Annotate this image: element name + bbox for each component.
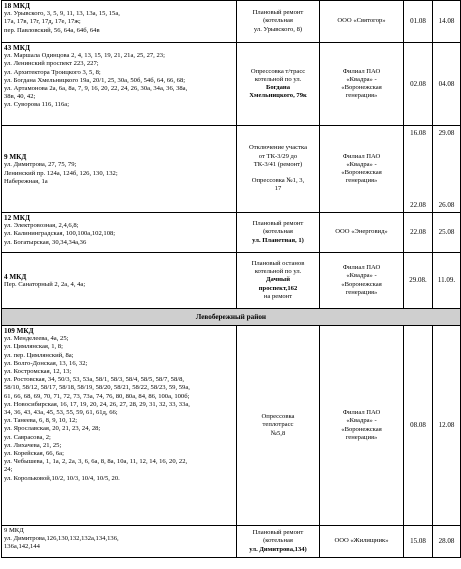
address-line: 34, 36, 43, 43а, 45, 53, 55, 59, 61, 61д, 66; [4, 409, 118, 417]
address-line: 58/10, 58/12, 58/17, 58/18, 58/19, 58/20, 58/21, 58/22, 58/23, 59, 59а, [4, 384, 190, 392]
start-date: 22.08 [404, 213, 433, 253]
work-line: (котельная [263, 17, 293, 25]
table-row [2, 1, 461, 43]
end-date: 11.09. [433, 253, 461, 309]
address-line: ул. Богатырская, 30,34,34а,36 [4, 238, 87, 246]
work-line-bold: ул. Планетная, 1) [252, 236, 304, 244]
org-line: ООО «Жилищник» [334, 537, 389, 545]
work-line: на ремонт [263, 292, 293, 300]
work-line: котельной по ул. [254, 75, 302, 83]
address-cell [2, 526, 237, 558]
address-line: ул. пер. Цимлянский, 8а; [4, 351, 74, 359]
org-cell [320, 126, 404, 213]
org-line: «Воронежская [341, 280, 382, 288]
start-date: 01.08 [404, 1, 433, 43]
work-line: Отключение участка [248, 144, 308, 152]
work-line: 17 [274, 185, 282, 193]
org-cell [320, 43, 404, 126]
org-line: «Воронежская [341, 84, 382, 91]
building-count: 12 МКД [4, 214, 30, 222]
address-line: ул. Маршала Одинцова 2, 4, 13, 15, 19, 21, 21а, 25, 27, 23; [4, 52, 165, 60]
building-count: 109 МКД [4, 327, 34, 335]
start-date: 02.08 [404, 43, 433, 126]
building-count: 43 МКД [4, 44, 30, 52]
org-line: «Воронежская [341, 425, 382, 433]
end-date: 14.08 [433, 1, 461, 43]
end-date: 25.08 [433, 213, 461, 253]
end-date: 29.08 [438, 129, 455, 137]
address-line: ул. Волго-Донская, 13, 16, 32; [4, 359, 88, 367]
table-row [2, 326, 461, 526]
org-line: генерация» [345, 433, 378, 441]
table-row [2, 213, 461, 253]
address-line: ул. Урывского, 3, 5, 9, 11, 13, 13а, 15, 15а, [4, 10, 120, 18]
address-line: ул. Чебышева, 1, 1а, 2, 2а, 3, 6, 6а, 8, 8а, 10а, 11, 12, 14, 16, 20, 22, [4, 458, 188, 466]
address-line: ул. Ленинский проспект 223, 227; [4, 60, 99, 68]
work-cell [237, 253, 320, 309]
work-line-bold: Дачный [265, 276, 291, 284]
work-line-bold: Хмельницкого, 79к [249, 92, 307, 100]
address-line: ул. Новосибирская, 16, 17, 19, 20, 24, 26, 27, 28, 29, 31, 32, 33, 33а, [4, 400, 190, 408]
work-line: теплотрасс [262, 421, 294, 429]
building-count: 4 МКД [4, 272, 27, 281]
address-line: ул. Суворова 116, 116а; [4, 101, 70, 109]
org-line: «Квадра» - [346, 75, 377, 83]
address-cell [2, 1, 237, 43]
org-line: Филиал ПАО [342, 152, 381, 160]
address-line: ул. Димитрова,126,130,132,132а,134,136, [4, 535, 119, 543]
work-line: Плановый ремонт [252, 9, 304, 17]
section-header-row [2, 309, 461, 326]
org-line: «Воронежская [341, 169, 382, 176]
end-date: 12.08 [433, 326, 461, 526]
work-line: Опрессовка №1, 3, [251, 177, 305, 185]
end-date: 28.08 [433, 526, 461, 558]
org-line: генерация» [345, 92, 378, 100]
org-line: Филиал ПАО [342, 409, 381, 417]
address-line: Набережная, 1а [4, 177, 48, 185]
end-date-cell [433, 126, 461, 213]
work-cell [237, 126, 320, 213]
work-cell [237, 526, 320, 558]
work-line: от ТК-3/29 до [258, 152, 298, 160]
work-line: Плановый останов [251, 259, 305, 267]
work-cell [237, 1, 320, 43]
outage-table [1, 0, 461, 558]
work-line: Опрессовка т/трасс [250, 67, 306, 75]
work-cell [237, 43, 320, 126]
address-line: пер. Павловский, 56, 64а, 64б, 64в [4, 26, 100, 34]
address-cell [2, 253, 237, 309]
start-date-second: 22.08 [410, 200, 426, 209]
address-line: ул. Корейская, 66, 6а; [4, 450, 64, 458]
org-line: «Квадра» - [346, 160, 377, 168]
building-count: 9 МКД [4, 153, 27, 162]
work-line-bold: Богдана [265, 84, 291, 91]
table-row [2, 253, 461, 309]
address-cell [2, 326, 237, 526]
work-cell [237, 326, 320, 526]
address-line: ул. Танеева, 6, 8, 9, 10, 12; [4, 417, 78, 425]
start-date: 15.08 [404, 526, 433, 558]
address-line: ул. Калининградская, 100,100а,102,108; [4, 230, 116, 238]
address-line: ул. Ростовская, 34, 50/3, 53, 53а, 58/1, 58/3, 58/4, 58/5, 58/7, 58/8, [4, 376, 185, 384]
address-line: ул. Богдана Хмельницкого 19а, 20/1, 25, 30а, 50б, 54б, 64, 66, 68; [4, 76, 186, 84]
work-line: ул. Урывского, 8) [253, 25, 303, 33]
table-row [2, 43, 461, 126]
end-date-second: 26.08 [438, 200, 455, 209]
section-title: Левобережный район [2, 309, 461, 326]
org-line: Филиал ПАО [342, 67, 381, 75]
org-line: генерация» [345, 288, 378, 296]
work-line: ТК-3/41 (ремонт) [253, 160, 303, 168]
work-line: Плановый ремонт [252, 529, 304, 537]
work-line: №5,8 [270, 429, 286, 437]
address-line: ул. Костромская, 12, 13; [4, 368, 72, 376]
org-line: ООО «Святогор» [337, 17, 386, 25]
address-cell [2, 43, 237, 126]
org-line: Филиал ПАО [342, 264, 381, 272]
building-count: 9 МКД [4, 527, 24, 534]
start-date: 08.08 [404, 326, 433, 526]
address-line: 61, 66, 68, 69, 70, 71, 72, 73, 73а, 74, 76, 80, 80а, 84, 86, 100а, 100б; [4, 392, 190, 400]
org-line: «Квадра» - [346, 417, 377, 425]
address-line: ул. Электровозная, 2,4,6,8; [4, 222, 79, 230]
org-line: ООО «Энерговид» [335, 228, 388, 236]
work-line: котельной по ул. [254, 268, 302, 276]
address-line: ул. Артамонова 2а, 6а, 8а, 7, 9, 16, 20, 22, 24, 26, 30а, 34а, 36, 38а, [4, 85, 188, 93]
address-line: ул. Саврасова, 2; [4, 433, 51, 441]
work-line-bold: проспект,162 [258, 284, 298, 292]
address-cell [2, 213, 237, 253]
org-cell [320, 526, 404, 558]
address-cell [2, 126, 237, 213]
work-line: (котельная [263, 228, 293, 236]
address-line: ул. Цимлянская, 1, 8; [4, 343, 63, 351]
address-line: ул. Димитрова, 27, 75, 79; [4, 161, 77, 169]
start-date: 16.08 [410, 129, 426, 137]
table-row [2, 526, 461, 558]
address-line: Ленинский пр. 124а, 124б, 126, 130, 132; [4, 169, 118, 177]
work-line-bold: ул. Димитрова,134) [249, 545, 307, 553]
work-line: Опрессовка [261, 413, 295, 421]
start-date-cell [404, 126, 433, 213]
address-line: 38в, 40, 42; [4, 93, 36, 101]
work-line: Плановый ремонт [252, 220, 304, 228]
address-line: 24; [4, 466, 13, 474]
address-line: 17а, 17в, 17г, 17д, 17е, 17ж; [4, 18, 81, 26]
address-line: ул. Архитектора Троицкого 3, 5, 8; [4, 68, 101, 76]
work-line [239, 169, 317, 177]
address-line: ул. Корольковой,10/2, 10/3, 10/4, 10/5, 20. [4, 474, 120, 482]
building-count: 18 МКД [4, 2, 30, 10]
address-line: 136а,142,144 [4, 543, 40, 551]
work-line: (котельная [263, 537, 293, 545]
work-cell [237, 213, 320, 253]
org-cell [320, 213, 404, 253]
address-line: ул. Лихачева, 21, 25; [4, 441, 62, 449]
address-line: Пер. Санаторный 2, 2а, 4, 4а; [4, 281, 86, 288]
start-date: 29.08. [404, 253, 433, 309]
org-line: генерация» [345, 177, 378, 185]
org-cell [320, 253, 404, 309]
org-line: «Квадра» - [346, 272, 377, 280]
org-cell [320, 1, 404, 43]
address-line: ул. Ярославская, 20, 21, 23, 24, 28; [4, 425, 101, 433]
table-row [2, 126, 461, 213]
org-cell [320, 326, 404, 526]
address-line: ул. Менделеева, 4а, 25; [4, 335, 69, 343]
end-date: 04.08 [433, 43, 461, 126]
